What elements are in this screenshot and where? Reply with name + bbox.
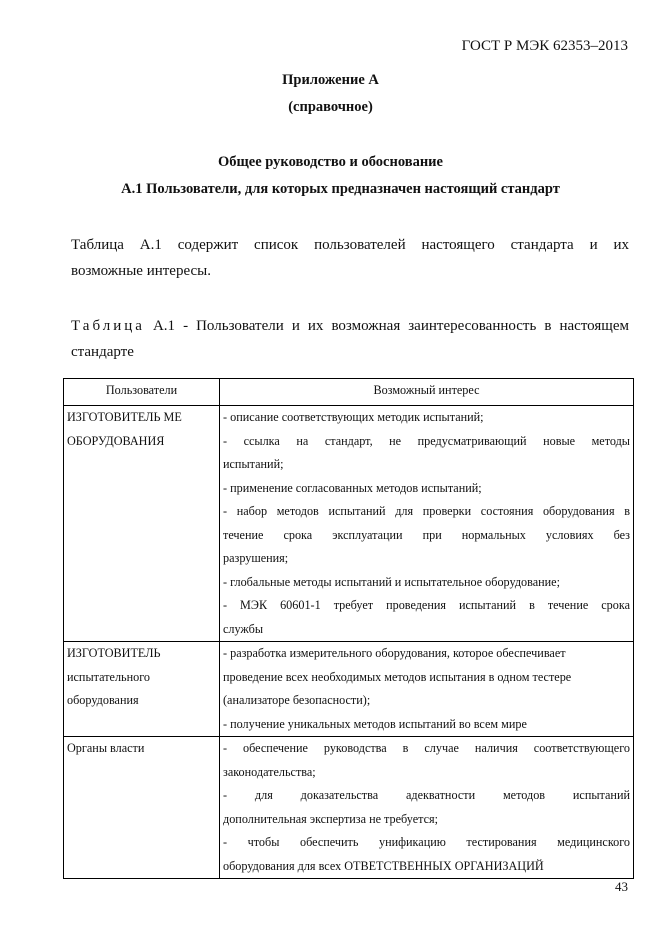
- interest-line: - чтобы обеспечить унификацию тестирования медицинского: [223, 835, 630, 849]
- interest-line: - разработка измерительного оборудования, которое обеспечивает: [223, 646, 566, 660]
- interest-line: (анализаторе безопасности);: [223, 693, 371, 707]
- interest-line: проведение всех необходимых методов испытания в одном тестере: [223, 669, 572, 684]
- user-cell: [64, 737, 220, 879]
- users-table: [63, 378, 634, 879]
- interest-line: разрушения;: [223, 551, 289, 565]
- user-line: Органы власти: [67, 741, 145, 755]
- interest-cell: [220, 737, 634, 879]
- interest-line: - для доказательства адекватности методов испытаний: [223, 788, 630, 802]
- appendix-subtitle: (справочное): [288, 99, 373, 115]
- interest-line: - глобальные методы испытаний и испытательное оборудование;: [223, 574, 560, 589]
- user-cell: [64, 642, 220, 737]
- user-line: оборудования: [67, 693, 139, 707]
- interest-line: - МЭК 60601-1 требует проведения испытаний в течение срока: [223, 598, 630, 612]
- caption-text: А.1 - Пользователи и их возможная заинтересованность в настоящем: [144, 318, 629, 334]
- interest-line: дополнительная экспертиза не требуется;: [223, 811, 438, 826]
- appendix-title: Приложение А: [282, 72, 379, 88]
- interest-line: - получение уникальных методов испытаний во всем мире: [223, 716, 527, 731]
- caption-label: Таблица: [71, 318, 145, 334]
- user-line: испытательного: [67, 669, 150, 684]
- interest-cell: [220, 406, 634, 642]
- interest-cell: [220, 642, 634, 737]
- interest-line: - описание соответствующих методик испытаний;: [223, 410, 484, 424]
- user-cell: [64, 406, 220, 642]
- interest-line: течение срока эксплуатации при нормальных условиях без: [223, 527, 630, 542]
- intro-line: Таблица А.1 содержит список пользователей настоящего стандарта и их: [71, 237, 629, 253]
- user-line: ИЗГОТОВИТЕЛЬ: [67, 646, 161, 660]
- page-number: 43: [615, 879, 628, 894]
- table-row: [64, 737, 634, 879]
- user-line: ОБОРУДОВАНИЯ: [67, 433, 165, 448]
- section-title: Общее руководство и обоснование: [218, 154, 443, 170]
- caption-line: [71, 313, 629, 339]
- interest-line: - применение согласованных методов испытаний;: [223, 480, 482, 495]
- intro-paragraph: [71, 232, 629, 284]
- caption-line: стандарте: [71, 344, 134, 360]
- subsection-title: А.1 Пользователи, для которых предназначен настоящий стандарт: [121, 181, 560, 197]
- interest-line: - набор методов испытаний для проверки состояния оборудования в: [223, 504, 630, 518]
- table-header-row: [64, 379, 634, 406]
- header-interest: Возможный интерес: [220, 379, 634, 406]
- header-users: Пользователи: [64, 379, 220, 406]
- user-line: ИЗГОТОВИТЕЛЬ МЕ: [67, 410, 182, 424]
- interest-line: испытаний;: [223, 457, 284, 471]
- document-code: ГОСТ Р МЭК 62353–2013: [461, 38, 628, 54]
- table-row: [64, 642, 634, 737]
- interest-line: оборудования для всех ОТВЕТСТВЕННЫХ ОРГАНИЗАЦИЙ: [223, 858, 544, 873]
- interest-line: - ссылка на стандарт, не предусматривающий новые методы: [223, 433, 630, 448]
- intro-line: возможные интересы.: [71, 263, 211, 279]
- table-caption: [71, 313, 629, 365]
- interest-line: службы: [223, 621, 264, 636]
- table-row: [64, 406, 634, 642]
- interest-line: - обеспечение руководства в случае наличия соответствующего: [223, 741, 630, 755]
- interest-line: законодательства;: [223, 764, 316, 779]
